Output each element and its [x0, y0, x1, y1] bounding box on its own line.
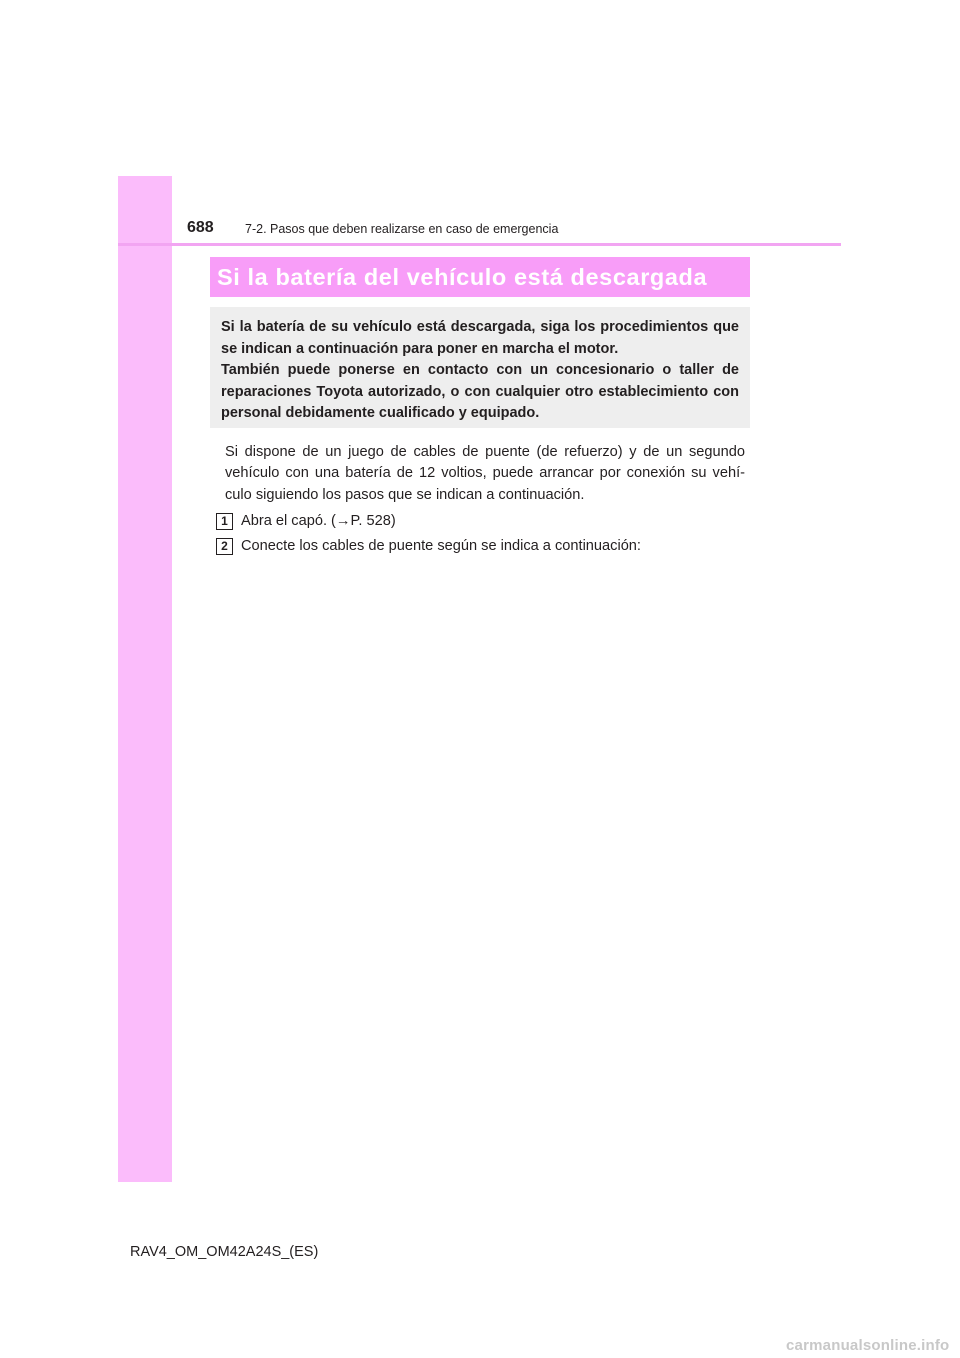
- summary-paragraph: Si la batería de su vehículo está descargada, siga los procedimientos que se indican a continuación para poner en marcha el motor.: [221, 319, 739, 357]
- step-number-badge: 1: [216, 513, 233, 530]
- page-title: Si la batería del vehículo está descargada: [210, 257, 750, 297]
- chapter-side-band: [118, 176, 172, 1182]
- step-text: Conecte los cables de puente según se indica a continuación:: [241, 538, 641, 555]
- summary-box: [210, 307, 750, 428]
- step-item: [216, 536, 641, 556]
- step-text: Abra el capó. (→P. 528): [241, 513, 396, 530]
- watermark: carmanualsonline.info: [786, 1337, 950, 1354]
- summary-paragraph: También puede ponerse en contacto con un concesionario o taller de reparaciones Toyota autorizado, o con cualquier otro establecimiento con personal debidamente cualificado y equipado.: [221, 362, 739, 421]
- intro-paragraph: Si dispone de un juego de cables de puente (de refuerzo) y de un segundo vehículo con una batería de 12 voltios, puede arrancar por conexión su vehí-culo siguiendo los pasos que se indican a continuación.: [225, 444, 745, 503]
- page-number: 688: [187, 219, 214, 236]
- step-number-badge: 2: [216, 538, 233, 555]
- section-heading: 7-2. Pasos que deben realizarse en caso de emergencia: [245, 222, 559, 236]
- header-divider: [118, 243, 841, 246]
- document-code-footer: RAV4_OM_OM42A24S_(ES): [130, 1244, 319, 1260]
- step-item: [216, 511, 396, 531]
